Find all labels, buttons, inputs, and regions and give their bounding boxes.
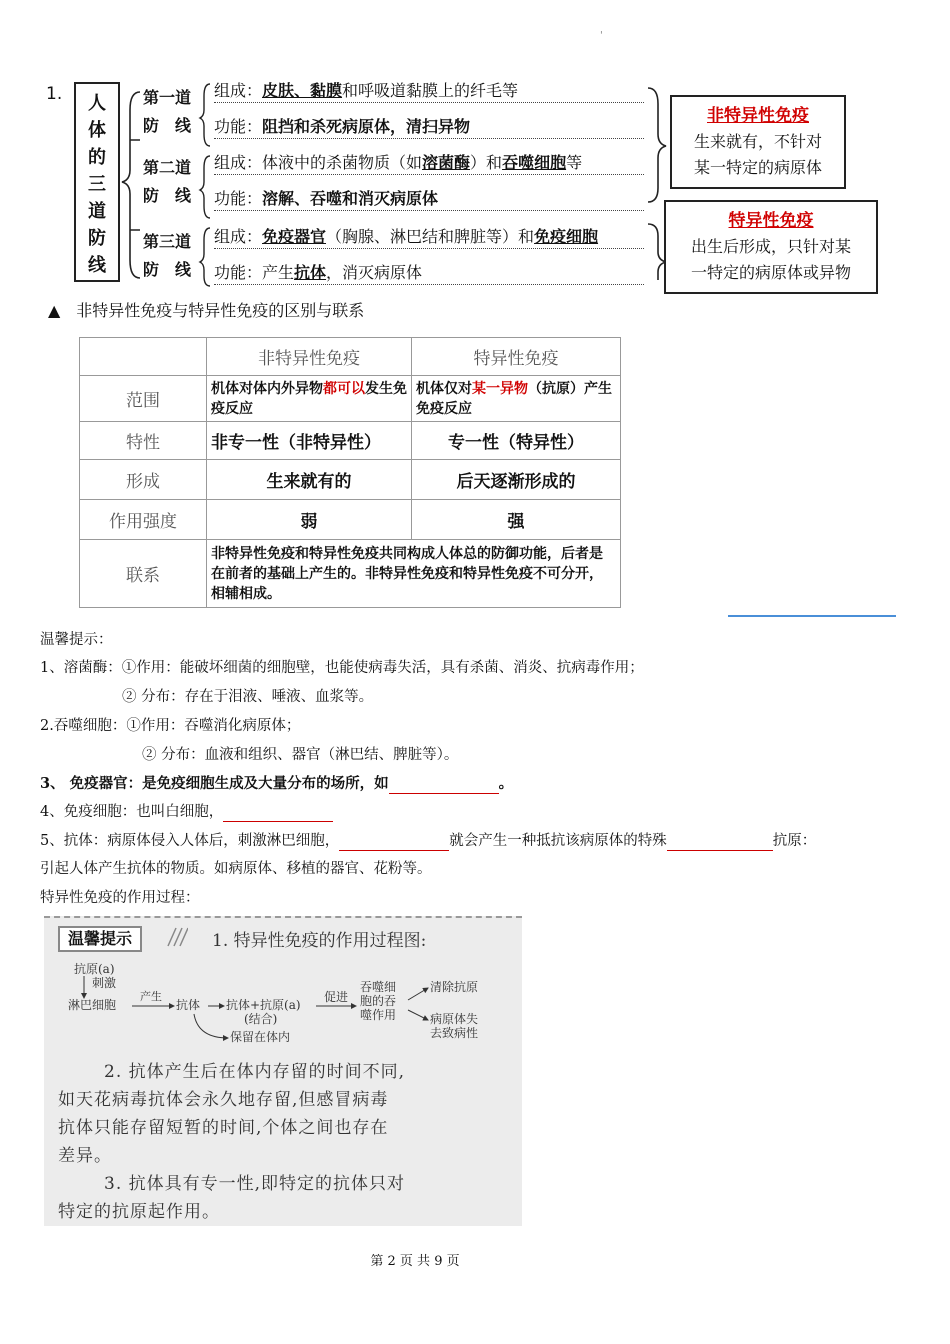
flow-produce: 产生 [140, 990, 162, 1003]
comparison-table [79, 337, 621, 608]
main-label-char: 防 [88, 228, 106, 249]
tip-immune-cell: 4、免疫细胞：也叫白细胞， [40, 802, 333, 822]
tip-antigen: 引起人体产生抗体的物质。如病原体、移植的器官、花粉等。 [40, 861, 432, 877]
table-header-row [80, 338, 621, 376]
fill-blank[interactable] [667, 834, 773, 851]
line1-function: 功能：阻挡和杀死病原体，清扫异物 [214, 116, 644, 139]
specific-desc: 出生后形成，只针对某 [690, 237, 851, 256]
table-header-cell: 特异性免疫 [412, 338, 621, 376]
flow-combine-note: (结合) [244, 1012, 278, 1026]
flow-retain: 保留在体内 [230, 1030, 291, 1044]
line3-name-bottom: 防 线 [143, 260, 192, 279]
panel-badge: 温馨提示 [58, 926, 142, 952]
flow-stimulate: 刺激 [92, 976, 117, 990]
table-row [80, 500, 621, 540]
main-label-char: 道 [88, 201, 106, 222]
tips-heading: 温馨提示： [40, 632, 113, 648]
table-row-label: 形成 [80, 460, 207, 500]
tip-panel [44, 916, 522, 1226]
item-number: 1. [46, 84, 63, 104]
tip-lysozyme-function: 1、溶菌酶：①作用：能破坏细菌的细胞壁，也能使病毒失活，具有杀菌、消炎、抗病毒作用； [40, 660, 644, 676]
page-footer: 第 2 页 共 9 页 [370, 1254, 460, 1269]
line1-name-top: 第一道 [143, 88, 192, 107]
table-row-label: 作用强度 [80, 500, 207, 540]
blue-rule [728, 615, 896, 617]
main-label-box [74, 82, 120, 282]
table-cell: 强 [412, 500, 621, 540]
table-row [80, 460, 621, 500]
line2-composition: 组成：体液中的杀菌物质（如溶菌酶）和吞噬细胞等 [214, 152, 644, 175]
flow-promote: 促进 [324, 990, 349, 1004]
fill-blank[interactable] [223, 805, 333, 822]
panel-para3-body: 特定的抗原起作用。 [58, 1202, 220, 1222]
table-cell: 专一性（特异性） [412, 422, 621, 460]
main-label-char: 线 [88, 255, 106, 276]
main-label-char: 人 [88, 93, 106, 114]
fill-blank[interactable] [389, 777, 499, 794]
fill-blank[interactable] [339, 834, 449, 851]
tip-lysozyme-distribution: ② 分布：存在于泪液、唾液、血浆等。 [122, 689, 374, 705]
table-cell: 非专一性（非特异性） [207, 422, 412, 460]
line2-name-top: 第二道 [143, 158, 192, 177]
panel-para2-body: 如天花病毒抗体会永久地存留,但感冒病毒 抗体只能存留短暂的时间,个体之间也存在 差异。 [58, 1090, 389, 1166]
nonspecific-desc: 生来就有，不针对 [693, 132, 822, 151]
line2-function: 功能：溶解、吞噬和消灭病原体 [214, 188, 644, 211]
flow-clear: 清除抗原 [430, 980, 479, 994]
table-row-label: 联系 [80, 540, 207, 608]
line1-name-bottom: 防 线 [143, 116, 192, 135]
section-title: ▲ 非特异性免疫与特异性免疫的区别与联系 [48, 301, 365, 320]
main-label-char: 三 [88, 174, 106, 195]
table-row [80, 376, 621, 422]
line3-name-top: 第三道 [143, 232, 192, 251]
flow-combine: 抗体+抗原(a) [226, 998, 301, 1012]
flow-lymph: 淋巴细胞 [68, 998, 117, 1012]
table-header-cell [80, 338, 207, 376]
table-row-label: 特性 [80, 422, 207, 460]
table-row [80, 540, 621, 608]
specific-box [664, 200, 878, 294]
nonspecific-title: 非特异性免疫 [707, 106, 809, 126]
header-mark: ' [600, 30, 603, 41]
table-header-cell: 非特异性免疫 [207, 338, 412, 376]
table-cell: 后天逐渐形成的 [412, 460, 621, 500]
main-label-char: 体 [88, 120, 106, 141]
panel-para3: 3. 抗体具有专一性,即特定的抗体只对 [104, 1174, 406, 1194]
table-cell: 机体仅对某一异物（抗原）产生免疫反应 [412, 376, 621, 422]
tip-process-heading: 特异性免疫的作用过程： [40, 890, 200, 906]
flow-phago2: 胞的吞 [360, 994, 397, 1008]
tip-immune-organ: 3、 免疫器官：是免疫细胞生成及大量分布的场所，如 。 [40, 775, 514, 792]
line-braces [198, 78, 214, 288]
flow-antibody: 抗体 [176, 998, 201, 1012]
table-cell: 非特异性免疫和特异性免疫共同构成人体总的防御功能，后者是在前者的基础上产生的。非特异性免疫和特异性免疫不可分开，相辅相成。 [207, 540, 621, 608]
nonspecific-box [670, 95, 846, 189]
table-cell: 机体对体内外异物都可以发生免疫反应 [207, 376, 412, 422]
table-row-label: 范围 [80, 376, 207, 422]
flow-arrows [44, 918, 522, 1058]
flow-lose1: 病原体失 [430, 1012, 479, 1026]
flow-phago1: 吞噬细 [360, 980, 397, 994]
specific-title: 特异性免疫 [728, 211, 814, 231]
table-row [80, 422, 621, 460]
flow-phago3: 噬作用 [360, 1008, 397, 1022]
panel-para2: 2. 抗体产生后在体内存留的时间不同, [104, 1062, 406, 1082]
flow-lose2: 去致病性 [430, 1026, 479, 1040]
tip-antibody: 5、抗体：病原体侵入人体后，刺激淋巴细胞， 就会产生一种抵抗该病原体的特殊 抗原： [40, 833, 817, 849]
line3-function: 功能：产生抗体，消灭病原体 [214, 262, 644, 285]
panel-title: 1. 特异性免疫的作用过程图: [212, 931, 427, 951]
line1-composition: 组成：皮肤、黏膜和呼吸道黏膜上的纤毛等 [214, 80, 644, 103]
tip-phagocyte-distribution: ② 分布：血液和组织、器官（淋巴结、脾脏等）。 [142, 747, 459, 763]
main-label-char: 的 [88, 147, 106, 168]
specific-desc: 一特定的病原体或异物 [690, 263, 851, 282]
table-cell: 生来就有的 [207, 460, 412, 500]
table-cell: 弱 [207, 500, 412, 540]
nonspecific-desc: 某一特定的病原体 [693, 158, 822, 177]
line3-composition: 组成：免疫器官（胸腺、淋巴结和脾脏等）和免疫细胞 [214, 226, 644, 249]
line2-name-bottom: 防 线 [143, 186, 192, 205]
flow-antigen: 抗原(a) [74, 962, 115, 976]
tip-phagocyte-function: 2.吞噬细胞：①作用：吞噬消化病原体； [40, 718, 301, 734]
